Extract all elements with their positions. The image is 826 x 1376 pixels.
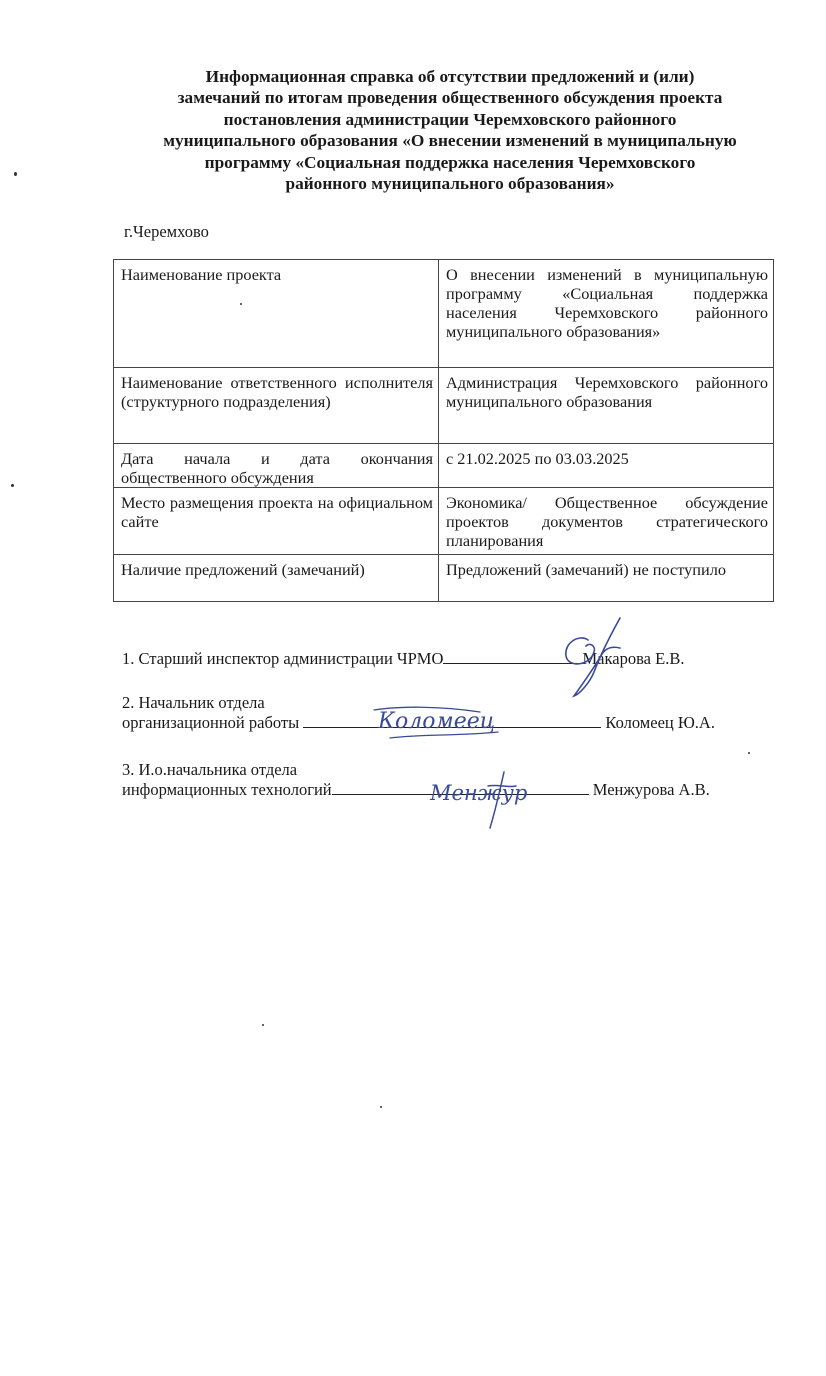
signatory-name: Макарова Е.В. [582, 649, 685, 668]
signatory-position-cont: организационной работы [122, 713, 300, 732]
signatory-name: Коломеец Ю.А. [605, 713, 715, 732]
table-row [114, 488, 774, 555]
row-label: Дата начала и дата окончания общественного обсуждения [114, 444, 439, 488]
scan-speck [380, 1106, 382, 1108]
title-line: Информационная справка об отсутствии предложений и (или) [205, 67, 695, 86]
title-line: районного муниципального образования» [285, 174, 615, 194]
document-title [120, 66, 780, 194]
info-table [113, 259, 774, 602]
table-row [114, 260, 774, 368]
signature-3 [428, 766, 528, 832]
scan-speck [14, 172, 17, 176]
signatory-3 [122, 760, 710, 800]
title-line: замечаний по итогам проведения общественного обсуждения проекта [177, 88, 723, 108]
row-value: Предложений (замечаний) не поступило [439, 555, 774, 602]
signatory-position: 1. Старший инспектор администрации ЧРМО [122, 649, 444, 668]
row-label: Наименование проекта [114, 260, 439, 368]
signatory-position: 2. Начальник отдела [122, 693, 265, 712]
scan-speck [748, 752, 750, 754]
signature-1 [550, 612, 640, 702]
row-value: О внесении изменений в муниципальную программу «Социальная поддержка населения Черемховского районного муниципального образования» [439, 260, 774, 368]
signature-3-text: Менжур [430, 781, 528, 805]
title-line: программу «Социальная поддержка населения Черемховского [204, 152, 696, 172]
scan-speck [11, 484, 14, 487]
title-line: муниципального образования «О внесении изменений в муниципальную [163, 131, 737, 151]
table-row [114, 368, 774, 444]
table-row [114, 444, 774, 488]
signatory-name: Менжурова А.В. [592, 780, 710, 799]
row-label: Наличие предложений (замечаний) [114, 555, 439, 602]
row-label: Место размещения проекта на официальном сайте [114, 488, 439, 555]
table-row [114, 555, 774, 602]
row-label: Наименование ответственного исполнителя (структурного подразделения) [114, 368, 439, 444]
signatory-position: 3. И.о.начальника отдела [122, 760, 298, 779]
city-label: г.Черемхово [124, 222, 209, 241]
scan-speck [240, 303, 242, 305]
row-value: Администрация Черемховского районного муниципального образования [439, 368, 774, 444]
row-value: Экономика/ Общественное обсуждение проектов документов стратегического планирования [439, 488, 774, 555]
signature-2 [370, 698, 510, 746]
scan-speck [262, 1024, 264, 1026]
row-value: с 21.02.2025 по 03.03.2025 [439, 444, 774, 488]
signature-2-text: Коломеец [378, 709, 496, 734]
title-line: постановления администрации Черемховского районного [223, 109, 677, 129]
signatory-position-cont: информационных технологий [122, 780, 332, 799]
